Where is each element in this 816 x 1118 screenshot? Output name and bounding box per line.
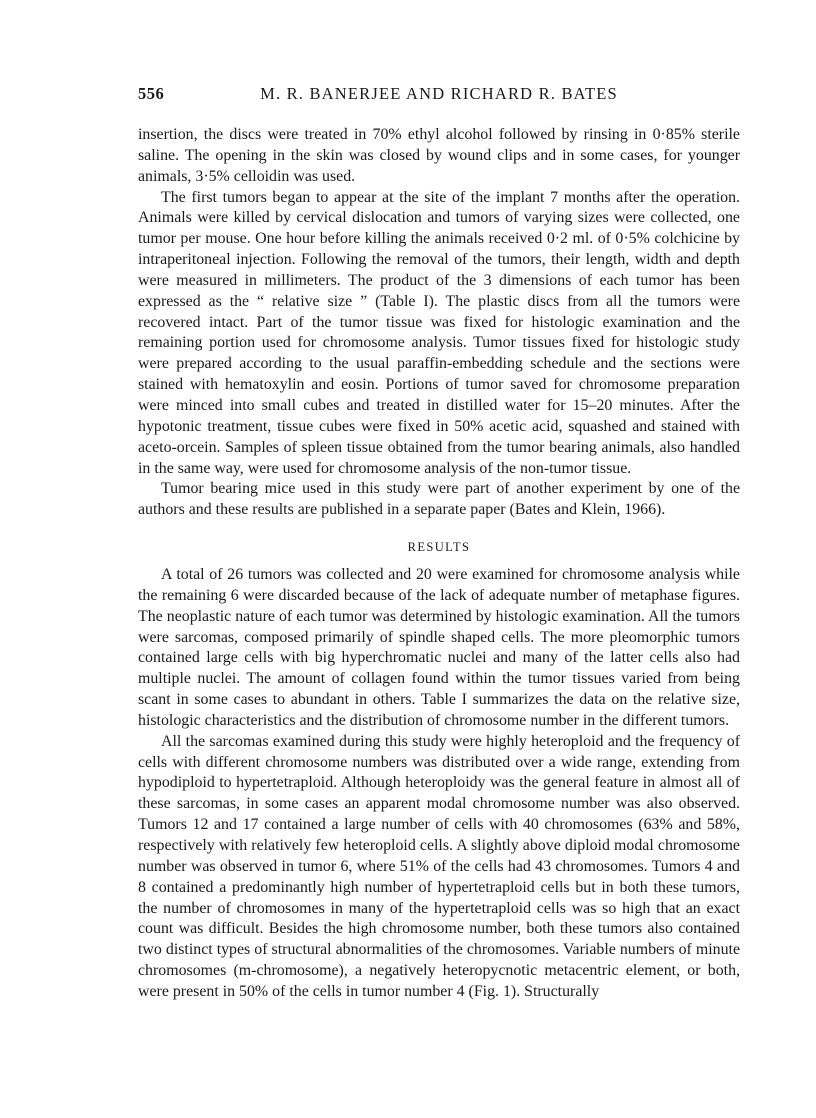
page-header	[138, 84, 740, 106]
paragraph-heteroploidy: All the sarcomas examined during this study were highly heteroploid and the frequency of cells with different chromosome numbers was distributed over a wide range, extending from hypodiploid to hypertetraploid. Although heteroploidy was the general feature in almost all of these sarcomas, in some cases an apparent modal chromosome number was also observed. Tumors 12 and 17 contained a large number of cells with 40 chromosomes (63% and 58%, respectively with relatively few heteroploid cells. A slightly above diploid modal chromosome number was observed in tumor 6, where 51% of the cells had 43 chromosomes. Tumors 4 and 8 contained a predominantly high number of hypertetraploid cells but in both these tumors, the number of chromosomes in many of the hypertetraploid cells was so high that an exact count was difficult. Besides the high chromosome number, both these tumors also contained two distinct types of structural abnormalities of the chromosomes. Variable numbers of minute chromosomes (m-chromosome), a negatively heteropycnotic metacentric element, or both, were present in 50% of the cells in tumor number 4 (Fig. 1). Structurally	[138, 732, 740, 1000]
section-heading-results: RESULTS	[407, 540, 471, 555]
paragraph-methods-continued: insertion, the discs were treated in 70% ethyl alcohol followed by rinsing in 0·85% sterile saline. The opening in the skin was closed by wound clips and in some cases, for younger animals, 3·5% celloidin was used.	[138, 126, 740, 185]
page-number: 556	[138, 84, 165, 103]
paragraph-tumor-bearing-mice: Tumor bearing mice used in this study were part of another experiment by one of the authors and these results are published in a separate paper (Bates and Klein, 1966).	[138, 480, 740, 519]
paragraph-results-overview: A total of 26 tumors was collected and 20 were examined for chromosome analysis while the remaining 6 were discarded because of the lack of adequate number of metaphase figures. The neoplastic nature of each tumor was determined by histologic examination. All the tumors were sarcomas, composed primarily of spindle shaped cells. The more pleomorphic tumors contained large cells with big hyperchromatic nuclei and many of the latter cells also had multiple nuclei. The amount of collagen found within the tumor tissues varied from being scant in some cases to abundant in others. Table I summarizes the data on the relative size, histologic characteristics and the distribution of chromosome number in the different tumors.	[138, 566, 740, 729]
running-head: M. R. BANERJEE AND RICHARD R. BATES	[260, 84, 618, 103]
article-body	[138, 125, 740, 1003]
paragraph-tumor-collection: The first tumors began to appear at the site of the implant 7 months after the operation. Animals were killed by cervical dislocation and tumors of varying sizes were collected, one tumor per mouse. One hour before killing the animals received 0·2 ml. of 0·5% colchicine by intraperitoneal injection. Following the removal of the tumors, their length, width and depth were measured in millimeters. The product of the 3 dimensions of each tumor has been expressed as the “ relative size ” (Table I). The plastic discs from all the tumors were recovered intact. Part of the tumor tissue was fixed for histologic examination and the remaining portion used for chromosome analysis. Tumor tissues fixed for histologic study were prepared according to the usual paraffin-embedding schedule and the sections were stained with hematoxylin and eosin. Portions of tumor saved for chromosome preparation were minced into small cubes and treated in distilled water for 15–20 minutes. After the hypotonic treatment, tissue cubes were fixed in 50% acetic acid, squashed and stained with aceto-orcein. Samples of spleen tissue obtained from the tumor bearing animals, also handled in the same way, were used for chromosome analysis of the non-tumor tissue.	[138, 188, 740, 477]
